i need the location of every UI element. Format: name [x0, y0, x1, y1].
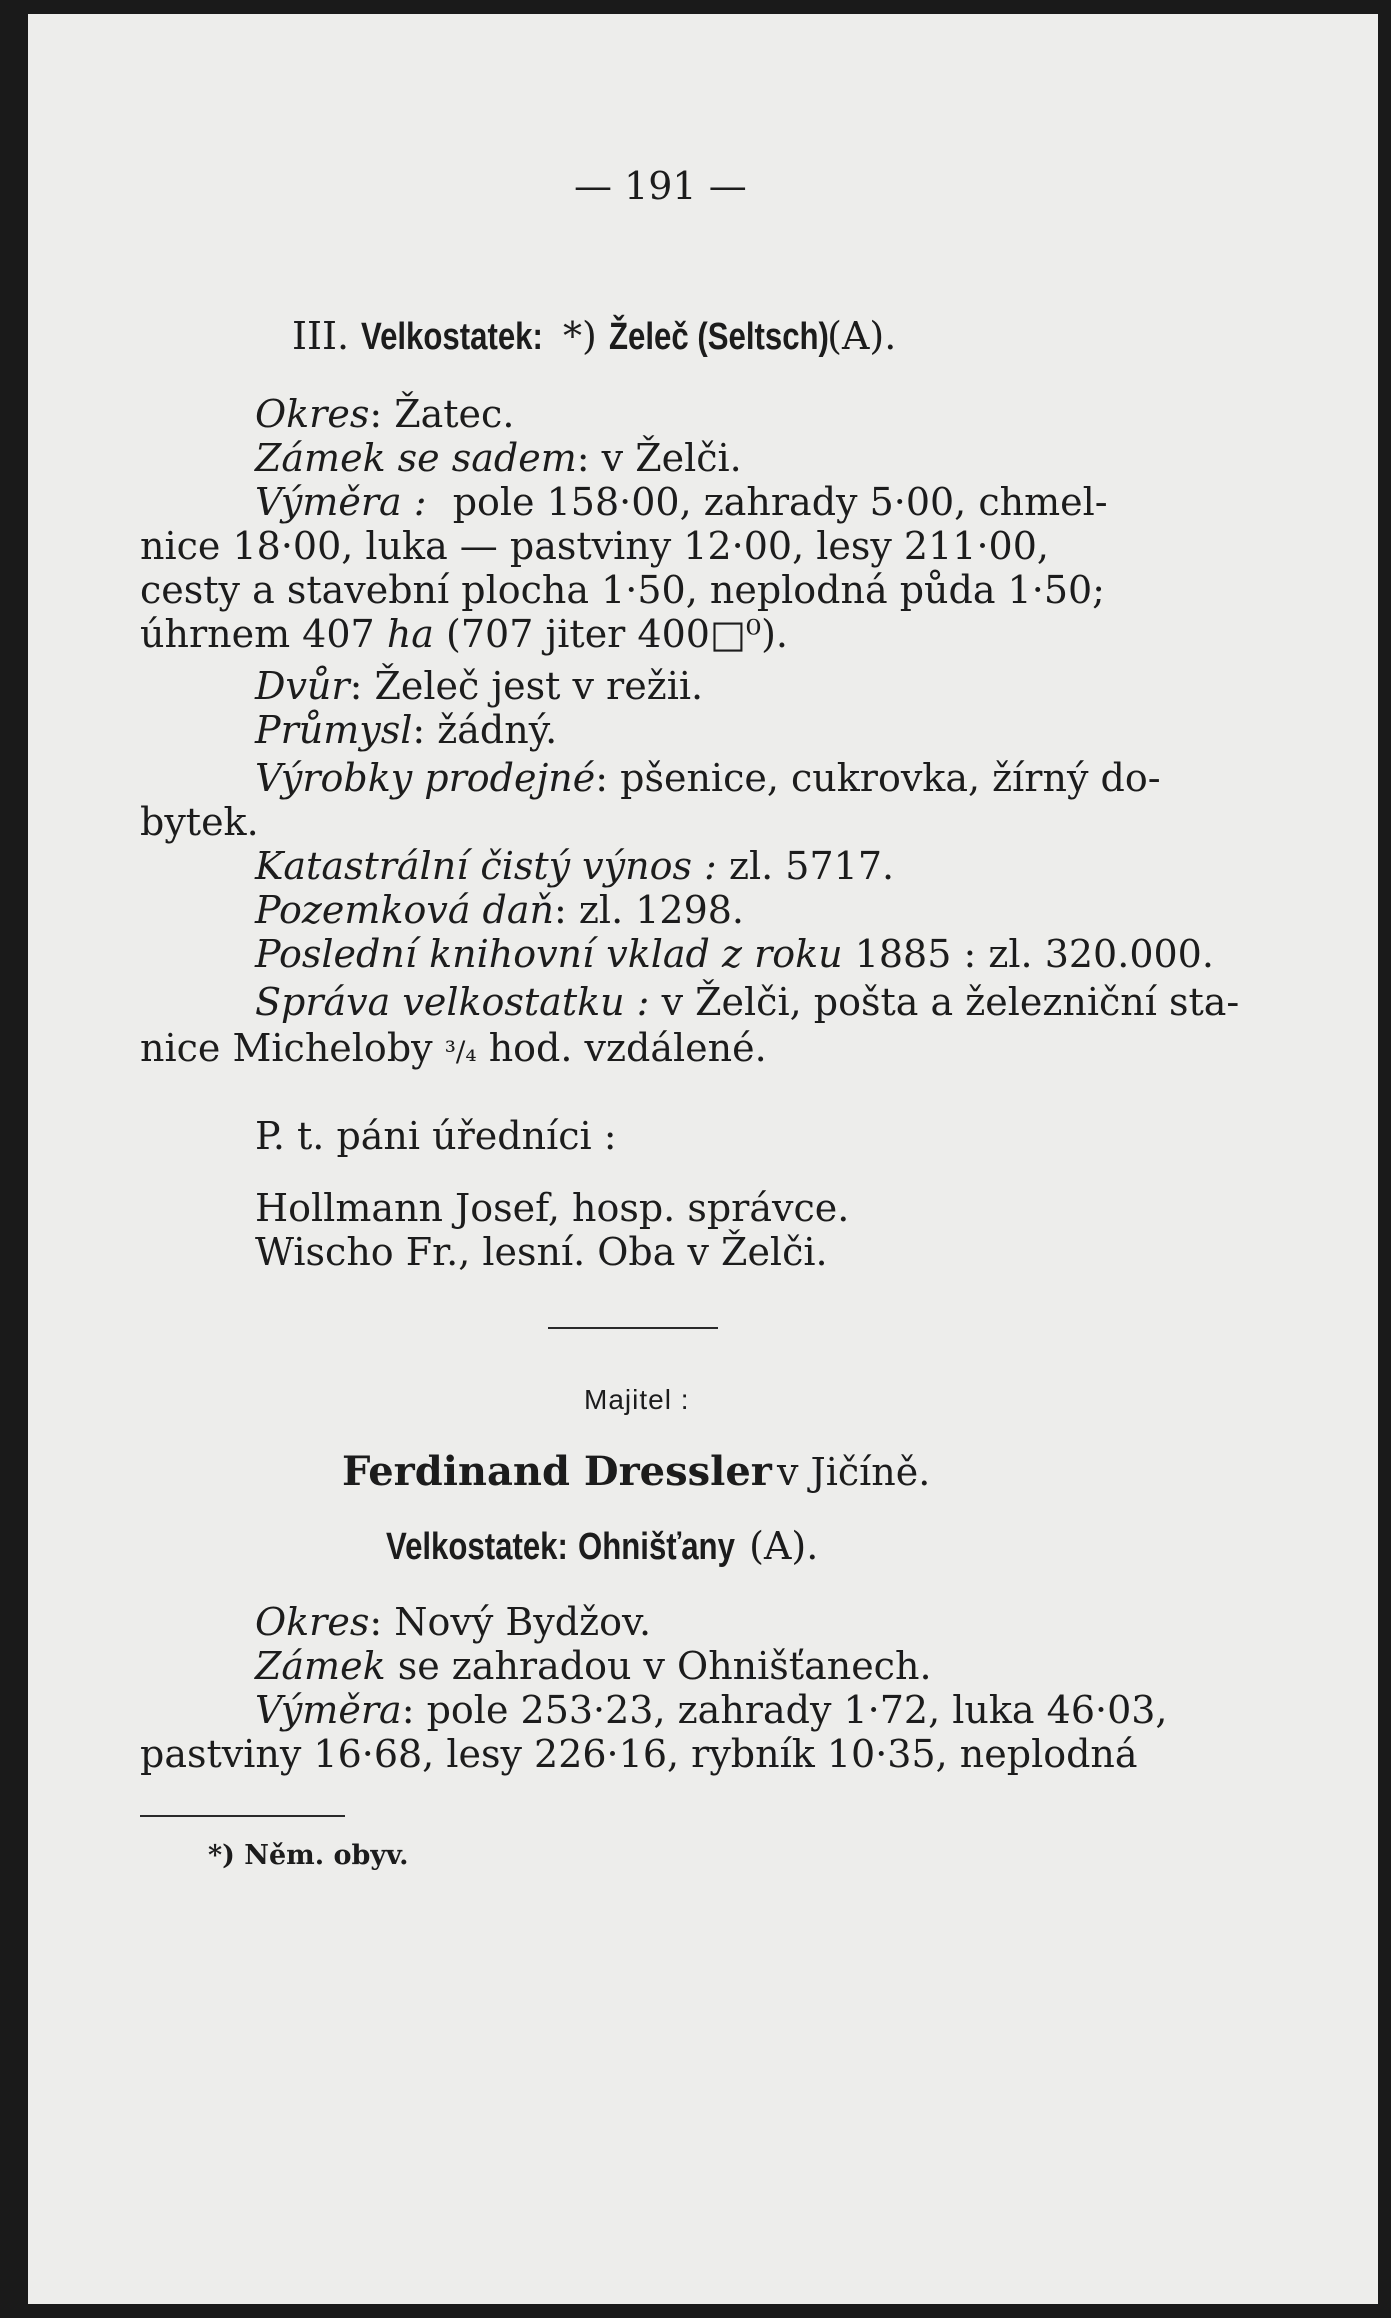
sprava-value: v Želči, pošta a železniční sta-	[661, 980, 1240, 1024]
officials-title: P. t. páni úředníci :	[255, 1114, 617, 1158]
heading-estate-name: Želeč (Seltsch)	[608, 316, 829, 358]
sprava-label: Správa velkostatku :	[255, 980, 650, 1024]
katastr-label: Katastrální čistý výnos :	[255, 844, 717, 888]
katastr-value: zl. 5717.	[728, 844, 895, 888]
vymera-total: úhrnem 407	[140, 612, 375, 656]
vklad-value: 1885 : zl. 320.000.	[854, 932, 1214, 976]
okres2-label: Okres	[255, 1600, 370, 1644]
vklad-label: Poslední knihovní vklad z roku	[255, 932, 843, 976]
zamek2-value: se zahradou v Ohnišťanech.	[397, 1644, 932, 1688]
zamek-label: Zámek se sadem	[255, 436, 577, 480]
katastr-line	[255, 844, 894, 888]
page-number: — 191 —	[574, 164, 747, 208]
vyrobky-value: : pšenice, cukrovka, žírný do-	[595, 756, 1161, 800]
okres2-value: : Nový Bydžov.	[369, 1600, 652, 1644]
vyrobky-line-2: bytek.	[140, 800, 259, 844]
vymera-line-2: nice 18·00, luka — pastviny 12·00, lesy 211·00,	[140, 524, 1049, 568]
heading-category: (A).	[827, 314, 897, 358]
sprava-fraction: ³/₄	[444, 1035, 477, 1068]
zamek-line	[255, 436, 742, 480]
vymera-line-4	[140, 612, 788, 656]
footnote-marker: *)	[563, 314, 597, 358]
official-2: Wischo Fr., lesní. Oba v Želči.	[255, 1230, 828, 1274]
vymera-label: Výměra :	[255, 480, 427, 524]
owner-line	[342, 1448, 930, 1495]
dvur-value: : Želeč jest v režii.	[349, 664, 704, 708]
vymera-line-1	[255, 480, 1195, 524]
sprava-station: nice Micheloby	[140, 1026, 433, 1070]
dan-value: : zl. 1298.	[554, 888, 745, 932]
okres-value: : Žatec.	[369, 392, 515, 436]
vymera-jiter: (707 jiter 400□⁰).	[446, 612, 788, 656]
prumysl-line	[255, 708, 557, 752]
heading-estate-type: Velkostatek:	[361, 316, 544, 358]
sprava-line	[255, 980, 1239, 1024]
dvur-line	[255, 664, 703, 708]
prumysl-label: Průmysl	[255, 708, 413, 752]
section-divider	[548, 1327, 718, 1329]
dvur-label: Dvůr	[255, 664, 350, 708]
sprava-distance: hod. vzdálené.	[488, 1026, 767, 1070]
official-1: Hollmann Josef, hosp. správce.	[255, 1186, 850, 1230]
vklad-line	[255, 932, 1214, 976]
prumysl-value: : žádný.	[412, 708, 558, 752]
owner-label: Majitel :	[584, 1384, 690, 1415]
footnote-rule	[140, 1815, 345, 1817]
heading2-category: (A).	[749, 1524, 819, 1568]
vymera-unit: ha	[386, 612, 434, 656]
zamek-value: : v Želči.	[576, 436, 742, 480]
heading2-estate-type: Velkostatek:	[386, 1526, 568, 1568]
zamek2-label: Zámek	[255, 1644, 386, 1688]
section-heading-zelec	[292, 314, 896, 359]
owner-place: v Jičíně.	[776, 1450, 931, 1494]
owner-name: Ferdinand Dressler	[342, 1448, 772, 1495]
vyrobky-label: Výrobky prodejné	[255, 756, 596, 800]
section-heading-ohnistany	[386, 1524, 818, 1569]
vymera2-text-1: : pole 253·23, zahrady 1·72, luka 46·03,	[401, 1688, 1168, 1732]
okres-line	[255, 392, 514, 436]
vymera2-line-1	[255, 1688, 1168, 1732]
heading-roman-numeral: III.	[292, 314, 350, 358]
zamek2-line	[255, 1644, 932, 1688]
sprava-line-2	[140, 1026, 767, 1074]
book-page	[28, 14, 1378, 2304]
vymera2-line-2: pastviny 16·68, lesy 226·16, rybník 10·35, neplodná	[140, 1732, 1138, 1776]
heading2-estate-name: Ohnišťany	[577, 1526, 735, 1568]
dan-line	[255, 888, 744, 932]
vymera-text-1: pole 158·00, zahrady 5·00, chmel-	[452, 480, 1108, 524]
okres2-line	[255, 1600, 651, 1644]
vymera-line-3: cesty a stavební plocha 1·50, neplodná půda 1·50;	[140, 568, 1105, 612]
okres-label: Okres	[255, 392, 370, 436]
footnote: *) Něm. obyv.	[208, 1840, 409, 1871]
vyrobky-line	[255, 756, 1161, 800]
dan-label: Pozemková daň	[255, 888, 555, 932]
vymera2-label: Výměra	[255, 1688, 402, 1732]
